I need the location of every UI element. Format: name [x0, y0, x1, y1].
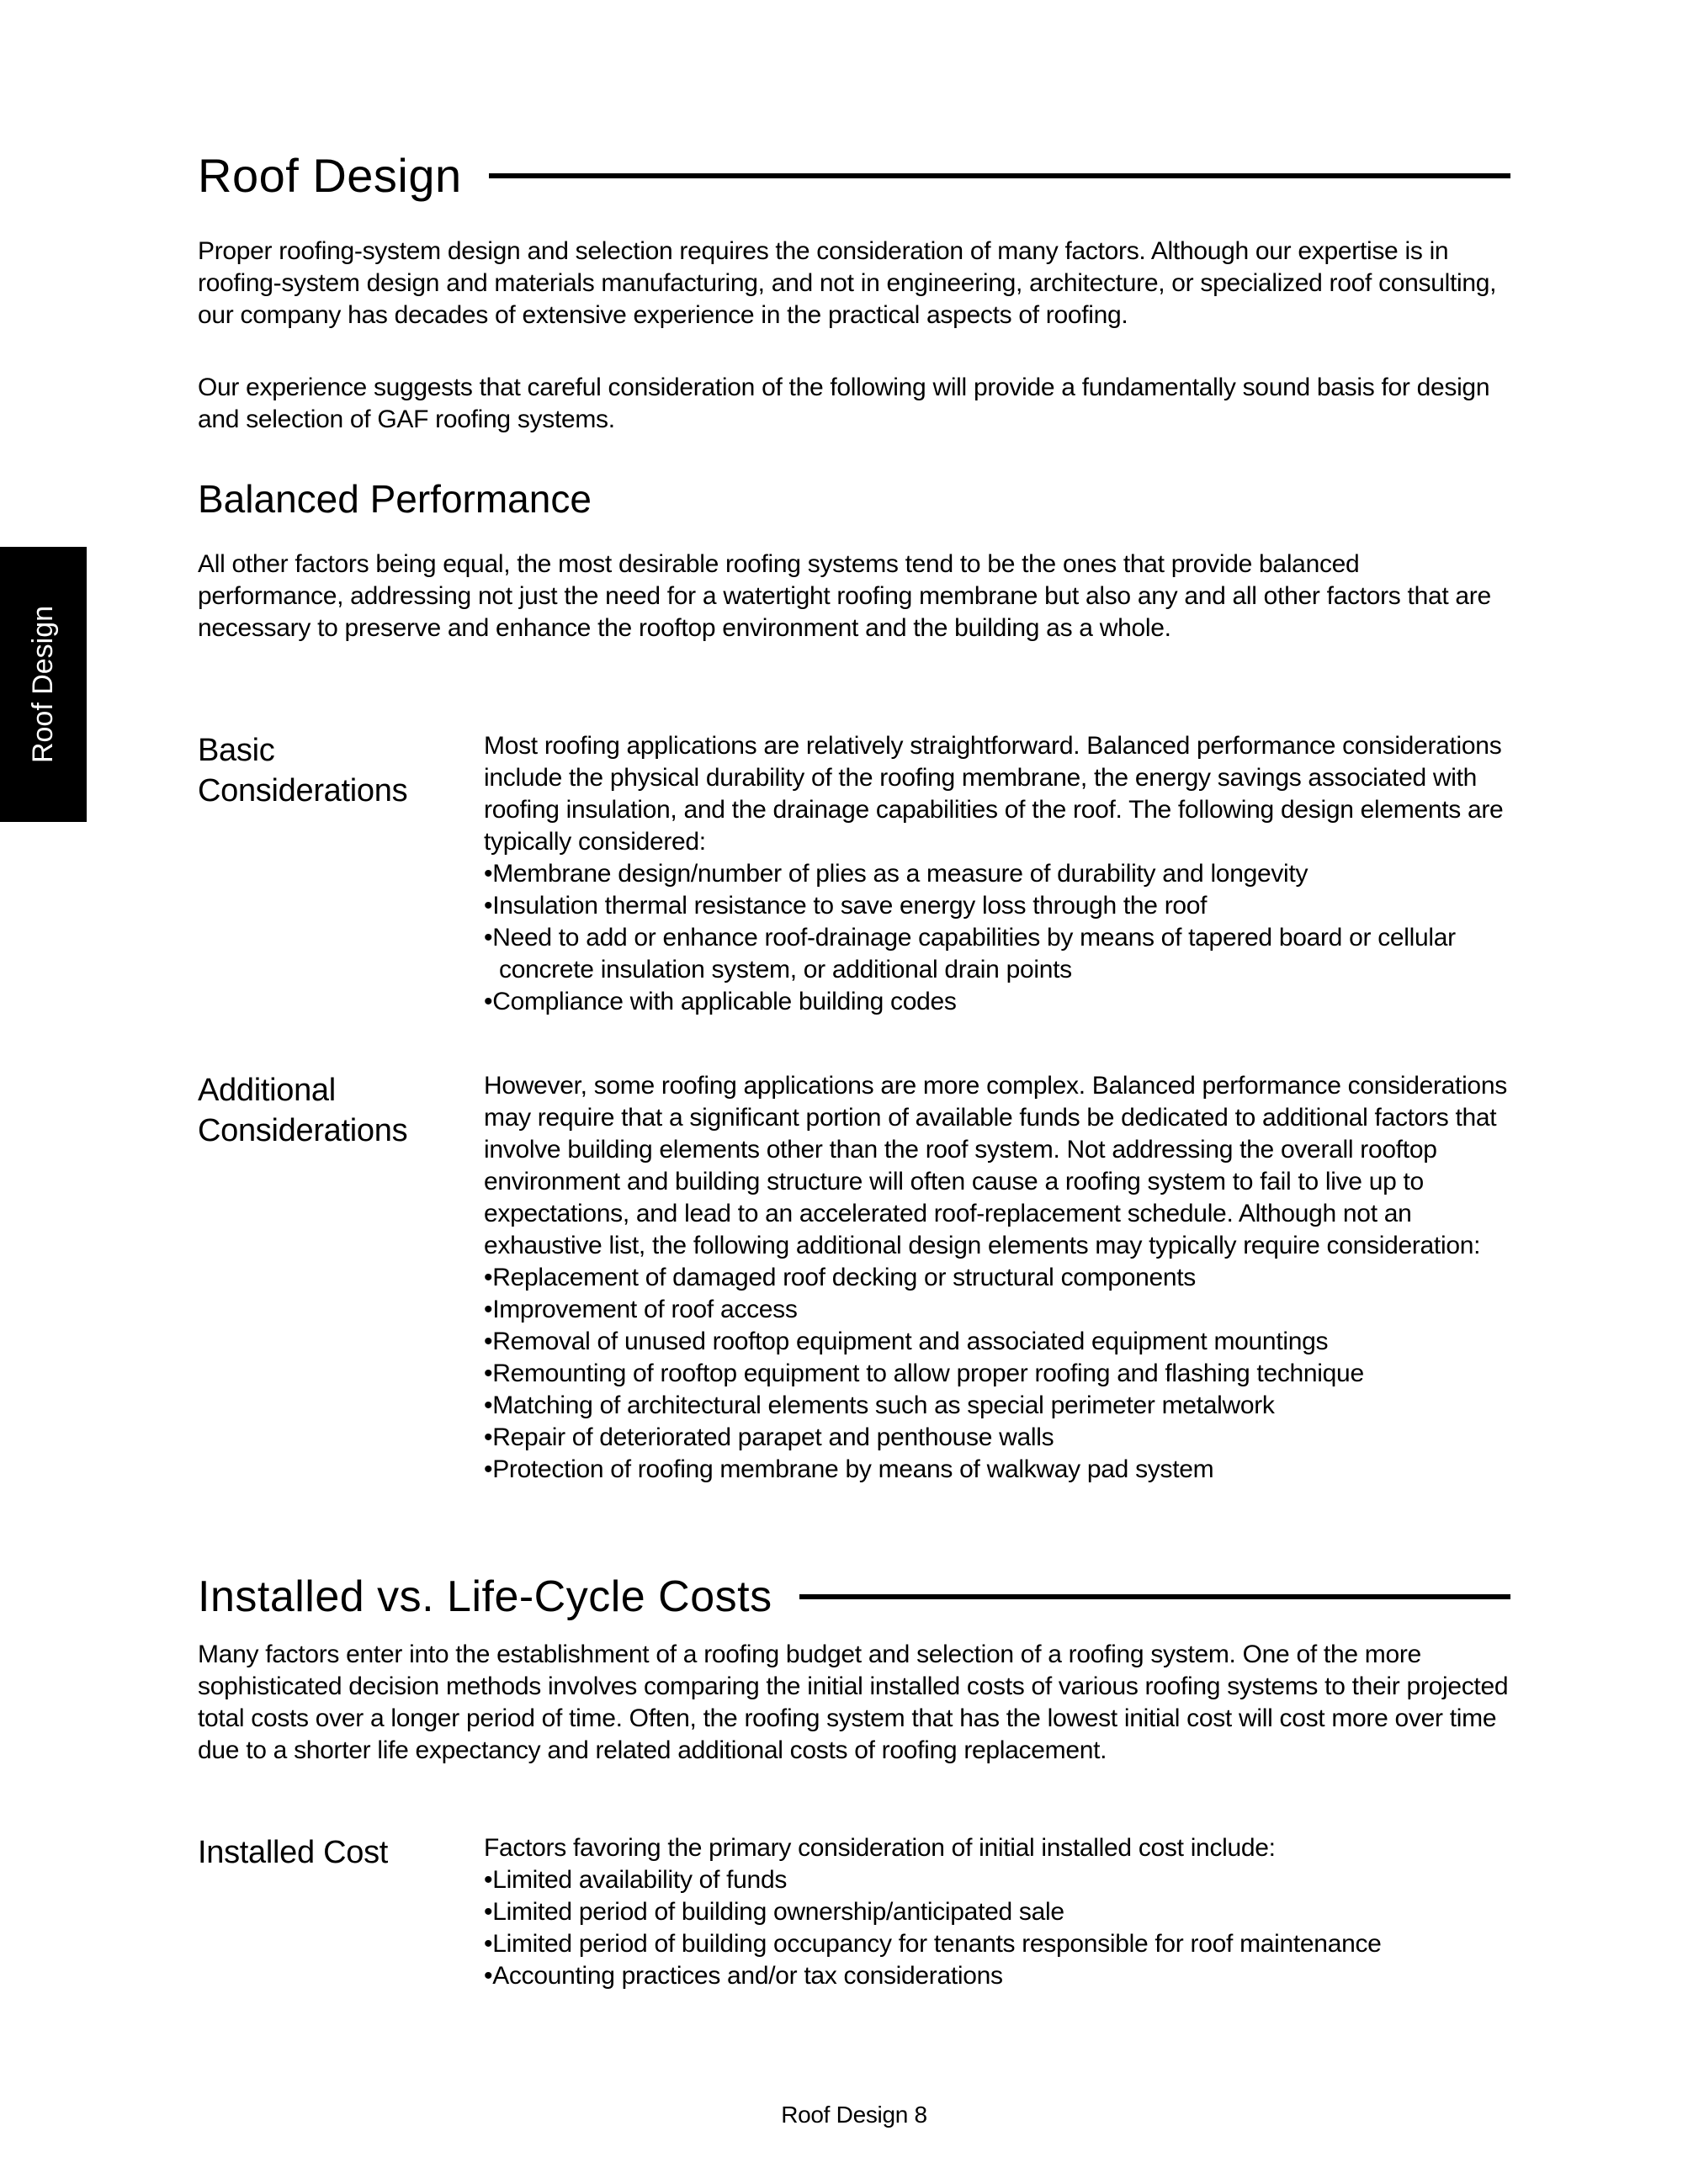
installed-vs-lifecycle-heading-row [198, 1572, 1510, 1622]
additional-considerations-label: Additional Considerations [198, 1073, 408, 1148]
list-item: • Improvement of roof access [484, 1294, 1510, 1326]
title-rule [489, 173, 1510, 178]
additional-considerations-list [484, 1262, 1510, 1486]
list-item: • Limited period of building occupancy for tenants responsible for roof maintenance [484, 1928, 1510, 1960]
list-item: • Need to add or enhance roof-drainage capabilities by means of tapered board or cellular concrete insulation system, or additional drain points [484, 922, 1510, 986]
page-footer: Roof Design 8 [781, 2102, 927, 2128]
title-row [198, 148, 1510, 203]
side-tab-label: Roof Design [27, 605, 60, 764]
additional-considerations-body [484, 1070, 1510, 1486]
list-item: • Repair of deteriorated parapet and penthouse walls [484, 1422, 1510, 1454]
intro-paragraph-2: Our experience suggests that careful consideration of the following will provide a fundamentally sound basis for design and selection of GAF roofing systems. [198, 374, 1490, 433]
list-item: • Replacement of damaged roof decking or structural components [484, 1262, 1510, 1294]
installed-cost-label: Installed Cost [198, 1835, 389, 1870]
list-item: • Removal of unused rooftop equipment and associated equipment mountings [484, 1326, 1510, 1358]
installed-vs-lifecycle-rule [799, 1594, 1510, 1599]
intro-paragraph-1: Proper roofing-system design and selection requires the consideration of many factors. Although our expertise is in roofing-system design and materials manufacturing, and not in engineering, architecture, or specialized roof consulting, our company has decades of extensive experience in the practical aspects of roofing. [198, 237, 1497, 329]
basic-considerations-text: Most roofing applications are relatively straightforward. Balanced performance considerations include the physical durability of the roofing membrane, the energy savings associated with roofing insulation, and the drainage capabilities of the roof. The following design elements are typically considered: [484, 732, 1504, 856]
basic-considerations-list [484, 858, 1510, 1018]
list-item: • Protection of roofing membrane by means of walkway pad system [484, 1454, 1510, 1486]
basic-considerations-row [198, 730, 1510, 1018]
list-item: • Accounting practices and/or tax considerations [484, 1960, 1510, 1992]
list-item: • Limited period of building ownership/anticipated sale [484, 1896, 1510, 1928]
installed-vs-lifecycle-body: Many factors enter into the establishment of a roofing budget and selection of a roofing system. One of the more sophisticated decision methods involves comparing the initial installed costs of various roofing systems to their projected total costs over a longer period of time. Often, the roofing system that has the lowest initial cost will cost more over time due to a shorter life expectancy and related additional costs of roofing replacement. [198, 1641, 1509, 1764]
installed-vs-lifecycle-heading: Installed vs. Life-Cycle Costs [198, 1572, 772, 1621]
additional-considerations-row [198, 1070, 1510, 1486]
installed-cost-text: Factors favoring the primary consideration of initial installed cost include: [484, 1834, 1276, 1862]
section-side-tab [0, 547, 87, 822]
list-item: • Limited availability of funds [484, 1864, 1510, 1896]
balanced-performance-heading: Balanced Performance [198, 477, 592, 521]
list-item: • Membrane design/number of plies as a measure of durability and longevity [484, 858, 1510, 890]
list-item: • Insulation thermal resistance to save energy loss through the roof [484, 890, 1510, 922]
list-item: • Compliance with applicable building codes [484, 986, 1510, 1018]
page-title: Roof Design [198, 149, 462, 202]
additional-considerations-text: However, some roofing applications are more complex. Balanced performance considerations may require that a significant portion of available funds be dedicated to additional factors that involve building elements other than the roof system. Not addressing the overall rooftop environment and building structure will often cause a roofing system to fail to live up to expectations, and lead to an accelerated roof-replacement schedule. Although not an exhaustive list, the following additional design elements may typically require consideration: [484, 1072, 1507, 1259]
installed-cost-body [484, 1832, 1510, 1992]
installed-cost-list [484, 1864, 1510, 1992]
balanced-performance-body: All other factors being equal, the most desirable roofing systems tend to be the ones that provide balanced performance, addressing not just the need for a watertight roofing membrane but also any and all other factors that are necessary to preserve and enhance the rooftop environment and the building as a whole. [198, 550, 1491, 642]
basic-considerations-label: Basic Considerations [198, 733, 408, 808]
list-item: • Matching of architectural elements such as special perimeter metalwork [484, 1390, 1510, 1422]
basic-considerations-body [484, 730, 1510, 1018]
installed-cost-row [198, 1832, 1510, 1992]
list-item: • Remounting of rooftop equipment to allow proper roofing and flashing technique [484, 1358, 1510, 1390]
